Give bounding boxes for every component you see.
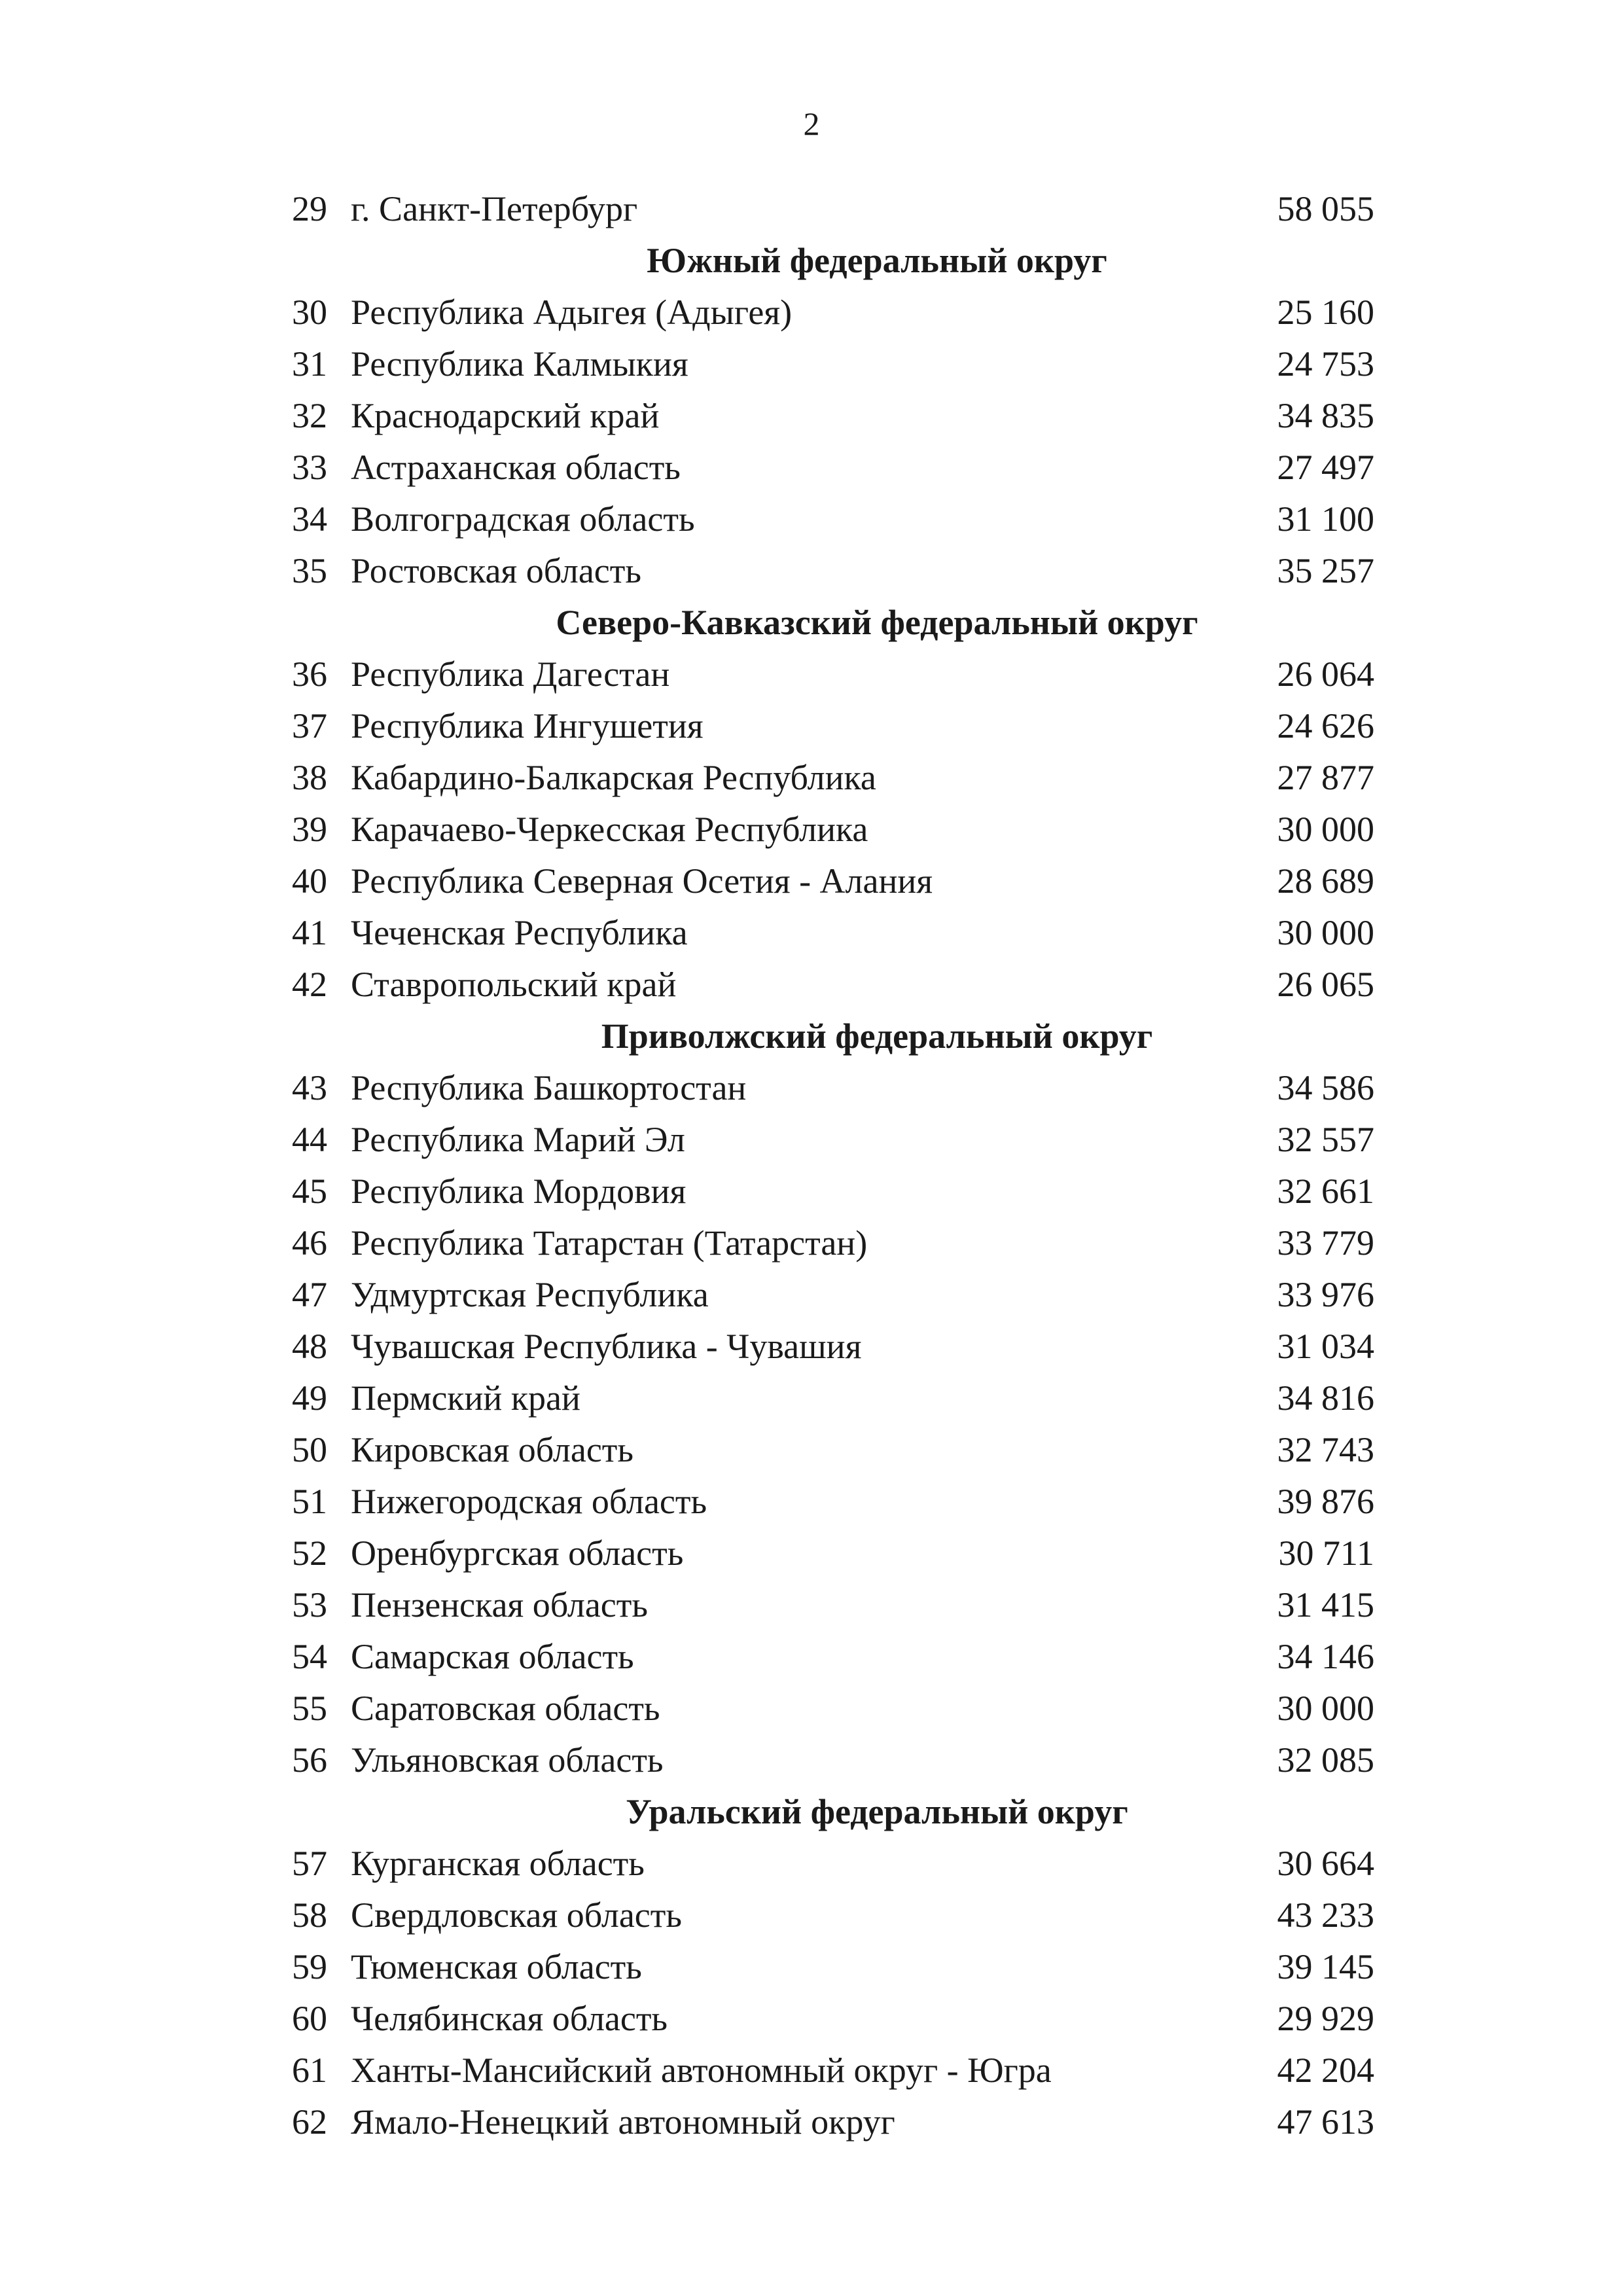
row-number: 48 <box>292 1327 327 1366</box>
row-number: 38 <box>292 758 327 797</box>
table-row <box>262 1269 1374 1321</box>
region-value: 35 257 <box>1277 551 1374 590</box>
row-number: 57 <box>292 1844 327 1883</box>
row-number: 51 <box>292 1482 327 1521</box>
region-name: Республика Калмыкия <box>351 344 688 384</box>
region-name: Ростовская область <box>351 551 641 590</box>
region-value: 39 876 <box>1277 1482 1374 1521</box>
region-name: Свердловская область <box>351 1895 682 1935</box>
table-row <box>262 183 1374 235</box>
row-number: 43 <box>292 1068 327 1107</box>
region-value: 33 779 <box>1277 1223 1374 1263</box>
table-row <box>262 390 1374 442</box>
row-number: 42 <box>292 965 327 1004</box>
region-name: Республика Адыгея (Адыгея) <box>351 293 793 332</box>
region-name: Кабардино-Балкарская Республика <box>351 758 876 797</box>
region-value: 34 586 <box>1277 1068 1374 1107</box>
row-number: 39 <box>292 810 327 849</box>
region-name: Волгоградская область <box>351 499 695 539</box>
row-number: 45 <box>292 1172 327 1211</box>
table-row <box>262 338 1374 390</box>
row-number: 49 <box>292 1378 327 1418</box>
table-row <box>262 1734 1374 1786</box>
region-name: Кировская область <box>351 1430 634 1469</box>
row-number: 35 <box>292 551 327 590</box>
region-value: 34 146 <box>1277 1637 1374 1676</box>
region-value: 26 064 <box>1277 655 1374 694</box>
region-value: 43 233 <box>1277 1895 1374 1935</box>
region-name: Астраханская область <box>351 448 681 487</box>
region-value: 32 085 <box>1277 1740 1374 1780</box>
row-number: 36 <box>292 655 327 694</box>
row-number: 41 <box>292 913 327 952</box>
region-name: Чувашская Республика - Чувашия <box>351 1327 862 1366</box>
row-number: 47 <box>292 1275 327 1314</box>
federal-district-heading: Южный федеральный округ <box>647 241 1107 280</box>
region-name: Республика Марий Эл <box>351 1120 685 1159</box>
row-number: 37 <box>292 706 327 745</box>
row-number: 55 <box>292 1689 327 1728</box>
region-name: Оренбургская область <box>351 1534 684 1573</box>
table-row <box>262 287 1374 338</box>
region-value: 28 689 <box>1277 861 1374 901</box>
region-value: 24 753 <box>1277 344 1374 384</box>
table-row <box>262 1579 1374 1631</box>
table-row <box>262 1476 1374 1528</box>
region-value: 31 100 <box>1277 499 1374 539</box>
table-row <box>262 1321 1374 1372</box>
table-row <box>262 1062 1374 1114</box>
region-value: 24 626 <box>1277 706 1374 745</box>
region-value: 39 145 <box>1277 1947 1374 1986</box>
row-number: 40 <box>292 861 327 901</box>
region-value: 25 160 <box>1277 293 1374 332</box>
row-number: 50 <box>292 1430 327 1469</box>
table-row <box>262 752 1374 804</box>
region-value: 27 877 <box>1277 758 1374 797</box>
region-name: Челябинская область <box>351 1999 668 2038</box>
row-number: 44 <box>292 1120 327 1159</box>
region-value: 30 000 <box>1277 1689 1374 1728</box>
row-number: 60 <box>292 1999 327 2038</box>
region-value: 32 743 <box>1277 1430 1374 1469</box>
region-value: 33 976 <box>1277 1275 1374 1314</box>
region-name: Республика Башкортостан <box>351 1068 747 1107</box>
region-name: Республика Дагестан <box>351 655 670 694</box>
region-name: Ставропольский край <box>351 965 677 1004</box>
row-number: 53 <box>292 1585 327 1624</box>
region-value: 32 661 <box>1277 1172 1374 1211</box>
table-row <box>262 907 1374 959</box>
row-number: 32 <box>292 396 327 435</box>
page-number: 2 <box>803 105 820 142</box>
row-number: 31 <box>292 344 327 384</box>
region-value: 30 711 <box>1278 1534 1374 1573</box>
region-name: Пензенская область <box>351 1585 648 1624</box>
table-row <box>262 1528 1374 1579</box>
table-row <box>262 1993 1374 2045</box>
federal-district-heading: Приволжский федеральный округ <box>601 1016 1153 1056</box>
region-name: Ямало-Ненецкий автономный округ <box>351 2102 895 2142</box>
row-number: 58 <box>292 1895 327 1935</box>
region-value: 27 497 <box>1277 448 1374 487</box>
region-value: 30 000 <box>1277 913 1374 952</box>
row-number: 52 <box>292 1534 327 1573</box>
region-value: 58 055 <box>1277 189 1374 228</box>
region-name: Пермский край <box>351 1378 580 1418</box>
region-name: Курганская область <box>351 1844 645 1883</box>
region-name: Нижегородская область <box>351 1482 707 1521</box>
region-name: Самарская область <box>351 1637 634 1676</box>
table-row <box>262 855 1374 907</box>
region-name: Карачаево-Черкесская Республика <box>351 810 868 849</box>
table-row <box>262 1890 1374 1941</box>
regions-table <box>262 183 1374 2148</box>
row-number: 56 <box>292 1740 327 1780</box>
region-name: Ульяновская область <box>351 1740 664 1780</box>
table-row <box>262 493 1374 545</box>
table-row <box>262 1166 1374 1217</box>
region-value: 47 613 <box>1277 2102 1374 2142</box>
region-name: Краснодарский край <box>351 396 660 435</box>
row-number: 33 <box>292 448 327 487</box>
table-row <box>262 1114 1374 1166</box>
table-row <box>262 649 1374 700</box>
region-value: 31 415 <box>1277 1585 1374 1624</box>
region-value: 30 000 <box>1277 810 1374 849</box>
table-row <box>262 2096 1374 2148</box>
region-value: 30 664 <box>1277 1844 1374 1883</box>
table-row <box>262 1838 1374 1890</box>
region-name: Ханты-Мансийский автономный округ - Югра <box>351 2051 1052 2090</box>
region-name: г. Санкт-Петербург <box>351 189 638 228</box>
table-row <box>262 1424 1374 1476</box>
table-row <box>262 1631 1374 1683</box>
table-row <box>262 1372 1374 1424</box>
table-row <box>262 1941 1374 1993</box>
row-number: 61 <box>292 2051 327 2090</box>
region-value: 26 065 <box>1277 965 1374 1004</box>
table-row <box>262 959 1374 1011</box>
row-number: 34 <box>292 499 327 539</box>
table-row <box>262 700 1374 752</box>
region-name: Чеченская Республика <box>351 913 688 952</box>
table-row <box>262 545 1374 597</box>
table-row <box>262 1683 1374 1734</box>
region-name: Саратовская область <box>351 1689 660 1728</box>
region-name: Тюменская область <box>351 1947 642 1986</box>
table-row <box>262 442 1374 493</box>
region-name: Удмуртская Республика <box>351 1275 709 1314</box>
table-row <box>262 2045 1374 2096</box>
region-name: Республика Северная Осетия - Алания <box>351 861 933 901</box>
row-number: 62 <box>292 2102 327 2142</box>
region-value: 29 929 <box>1277 1999 1374 2038</box>
region-value: 42 204 <box>1277 2051 1374 2090</box>
federal-district-heading: Северо-Кавказский федеральный округ <box>556 603 1198 642</box>
table-row <box>262 804 1374 855</box>
row-number: 29 <box>292 189 327 228</box>
region-value: 34 816 <box>1277 1378 1374 1418</box>
region-value: 32 557 <box>1277 1120 1374 1159</box>
region-name: Республика Мордовия <box>351 1172 687 1211</box>
region-name: Республика Татарстан (Татарстан) <box>351 1223 868 1263</box>
region-value: 34 835 <box>1277 396 1374 435</box>
region-value: 31 034 <box>1277 1327 1374 1366</box>
row-number: 30 <box>292 293 327 332</box>
row-number: 54 <box>292 1637 327 1676</box>
row-number: 59 <box>292 1947 327 1986</box>
row-number: 46 <box>292 1223 327 1263</box>
federal-district-heading: Уральский федеральный округ <box>626 1792 1128 1831</box>
table-row <box>262 1217 1374 1269</box>
region-name: Республика Ингушетия <box>351 706 704 745</box>
